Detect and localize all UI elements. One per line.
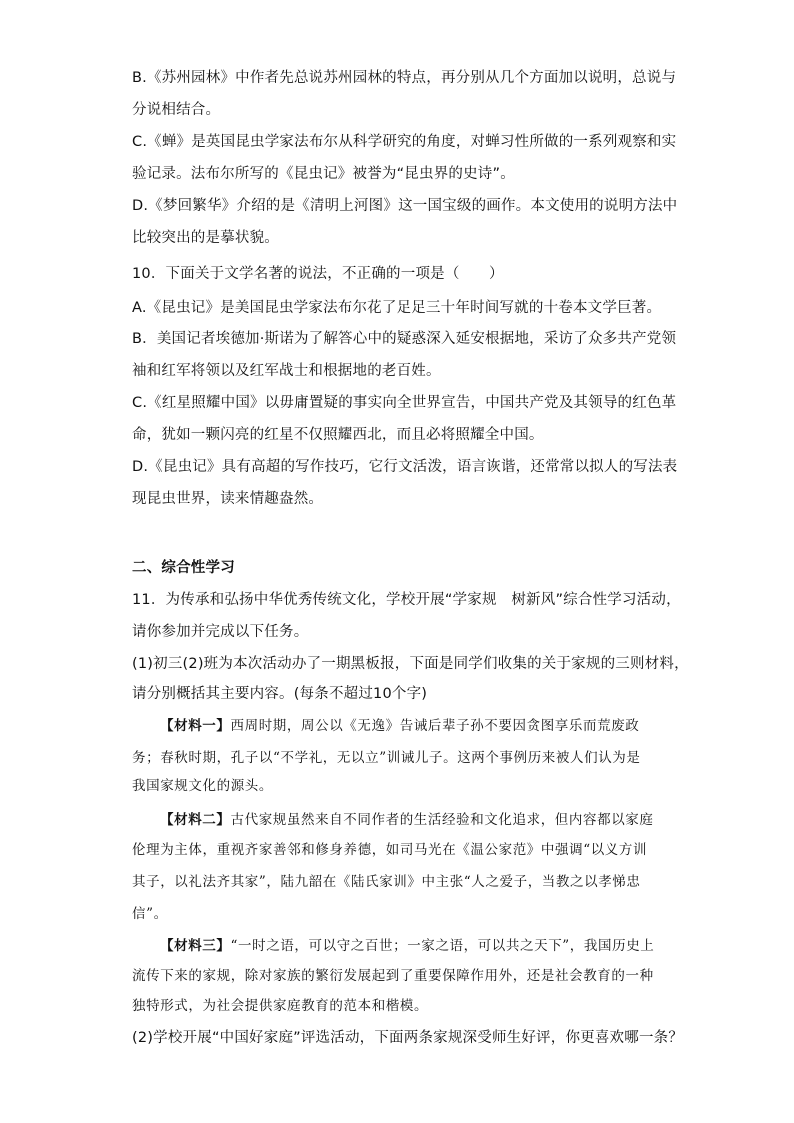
material-2-tag: 【材料二】: [160, 812, 231, 828]
material-3-line-1: 【材料三】“一时之语，可以守之百世；一家之语，可以共之天下”，我国历史上: [160, 938, 655, 954]
option-b-line-1: B.《苏州园林》中作者先总说苏州园林的特点，再分别从几个方面加以说明，总说与: [132, 70, 677, 86]
material-2-line-4: 信”。: [132, 906, 168, 922]
material-2-line-1: 【材料二】古代家规虽然来自不同作者的生活经验和文化追求，但内容都以家庭: [160, 812, 654, 828]
material-3-line-2: 流传下来的家规，除对家族的繁衍发展起到了重要保障作用外，还是社会教育的一种: [132, 968, 654, 984]
option-c-line-2: 验记录。法布尔所写的《昆虫记》被誉为“昆虫界的史诗”。: [132, 166, 515, 182]
question-11-line-1: 11．为传承和弘扬中华优秀传统文化，学校开展“学家规 树新风”综合性学习活动，: [132, 592, 681, 608]
question-10: 10．下面关于文学名著的说法，不正确的一项是（ ）: [132, 266, 504, 282]
material-2-line-2: 伦理为主体，重视齐家善邻和修身养德，如司马光在《温公家范》中强调“以义方训: [132, 842, 648, 858]
q10-option-c-line-1: C.《红星照耀中国》以毋庸置疑的事实向全世界宣告，中国共产党及其领导的红色革: [132, 395, 677, 411]
subquestion-1-line-1: (1)初三(2)班为本次活动办了一期黑板报，下面是同学们收集的关于家规的三则材料，: [132, 656, 689, 672]
material-1-line-2: 务；春秋时期，孔子以“不学礼，无以立”训诫儿子。这两个事例历来被人们认为是: [132, 750, 641, 766]
q10-option-c-line-2: 命，犹如一颗闪亮的红星不仅照耀西北，而且必将照耀全中国。: [132, 427, 544, 443]
q10-option-b-line-1: B．美国记者埃德加·斯诺为了解答心中的疑惑深入延安根据地，采访了众多共产党领: [132, 331, 677, 347]
question-11-line-2: 请你参加并完成以下任务。: [132, 624, 309, 640]
material-1-tag: 【材料一】: [160, 718, 231, 734]
q10-option-b-line-2: 袖和红军将领以及红军战士和根据地的老百姓。: [132, 363, 441, 379]
material-3-tag: 【材料三】: [160, 938, 231, 954]
subquestion-1-line-2: 请分别概括其主要内容。(每条不超过10个字): [132, 686, 428, 702]
q10-option-d-line-1: D.《昆虫记》具有高超的写作技巧，它行文活泼，语言诙谐，还常常以拟人的写法表: [132, 459, 678, 475]
material-1-line-3: 我国家规文化的源头。: [132, 778, 273, 794]
option-d-line-2: 比较突出的是摹状貌。: [132, 230, 279, 246]
q10-option-a: A.《昆虫记》是美国昆虫学家法布尔花了足足三十年时间写就的十卷本文学巨著。: [132, 300, 662, 316]
material-1-line-1: 【材料一】西周时期，周公以《无逸》告诫后辈子孙不要因贪图享乐而荒废政: [160, 718, 640, 734]
option-d-line-1: D.《梦回繁华》介绍的是《清明上河图》这一国宝级的画作。本文使用的说明方法中: [132, 198, 678, 214]
subquestion-2: (2)学校开展“中国好家庭”评选活动，下面两条家规深受师生好评，你更喜欢哪一条？: [132, 1030, 684, 1046]
q10-option-d-line-2: 现昆虫世界，读来情趣盎然。: [132, 491, 324, 507]
material-3-line-3: 独特形式，为社会提供家庭教育的范本和楷模。: [132, 998, 429, 1014]
option-b-line-2: 分说相结合。: [132, 102, 221, 118]
material-2-line-3: 其子，以礼法齐其家”，陆九韶在《陆氏家训》中主张“人之爱子，当教之以孝悌忠: [132, 874, 641, 890]
section-heading: 二、综合性学习: [132, 560, 235, 576]
option-c-line-1: C.《蝉》是英国昆虫学家法布尔从科学研究的角度，对蝉习性所做的一系列观察和实: [132, 134, 677, 150]
